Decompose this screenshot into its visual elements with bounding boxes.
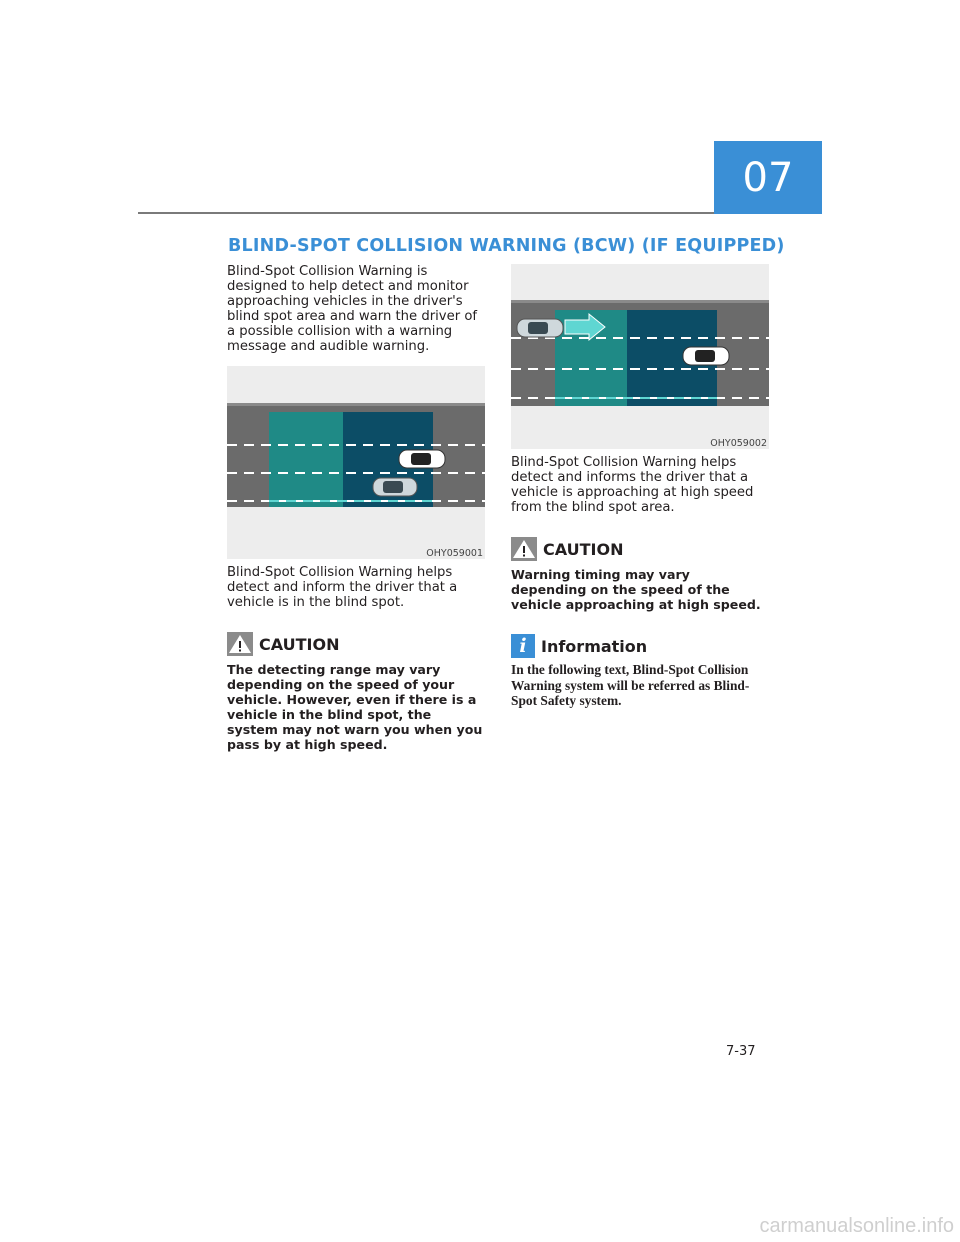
- car-icon: [373, 478, 417, 496]
- chapter-number: 07: [742, 154, 794, 201]
- right-column: [511, 264, 769, 709]
- page-number: 7-37: [726, 1044, 756, 1059]
- approaching-vehicle-diagram: [511, 264, 769, 434]
- figure-code: OHY059001: [426, 548, 483, 559]
- header-rule: [138, 212, 714, 214]
- caution-text: The detecting range may vary depending on the speed of your vehicle. However, even if there is a vehicle in the blind spot, the system may not warn you when you pass by at high speed.: [227, 662, 483, 752]
- chapter-tab: [714, 141, 822, 214]
- car-icon: [517, 319, 563, 337]
- caution-text: Warning timing may vary depending on the speed of the vehicle approaching at high speed.: [511, 567, 761, 612]
- warning-triangle-icon: [511, 537, 537, 561]
- car-icon: [399, 450, 445, 468]
- info-icon: i: [511, 634, 535, 658]
- car-icon: [683, 347, 729, 365]
- caution-heading: [511, 537, 769, 561]
- watermark: carmanualsonline.info: [759, 1215, 954, 1237]
- caution-label: CAUTION: [259, 634, 340, 654]
- information-label: Information: [541, 636, 648, 656]
- intro-paragraph: Blind-Spot Collision Warning is designed to help detect and monitor approaching vehicles in the driver's blind spot area and warn the driver of a possible collision with a warning message and audible warning.: [227, 264, 478, 354]
- section-title: BLIND-SPOT COLLISION WARNING (BCW) (IF EQUIPPED): [228, 236, 785, 256]
- caution-label: CAUTION: [543, 539, 624, 559]
- blind-spot-diagram: [227, 366, 485, 544]
- figure-caption: Blind-Spot Collision Warning helps detect and informs the driver that a vehicle is approaching at high speed from the blind spot area.: [511, 455, 754, 515]
- information-heading: [511, 634, 769, 658]
- figure-approaching-vehicle: [511, 264, 769, 449]
- information-text: In the following text, Blind-Spot Collision Warning system will be referred as Blind-Spot Safety system.: [511, 662, 750, 708]
- caution-heading: [227, 632, 485, 656]
- figure-caption: Blind-Spot Collision Warning helps detect and inform the driver that a vehicle is in the blind spot.: [227, 565, 458, 610]
- figure-blind-spot: [227, 366, 485, 559]
- figure-code: OHY059002: [710, 438, 767, 449]
- left-column: [227, 264, 485, 752]
- warning-triangle-icon: [227, 632, 253, 656]
